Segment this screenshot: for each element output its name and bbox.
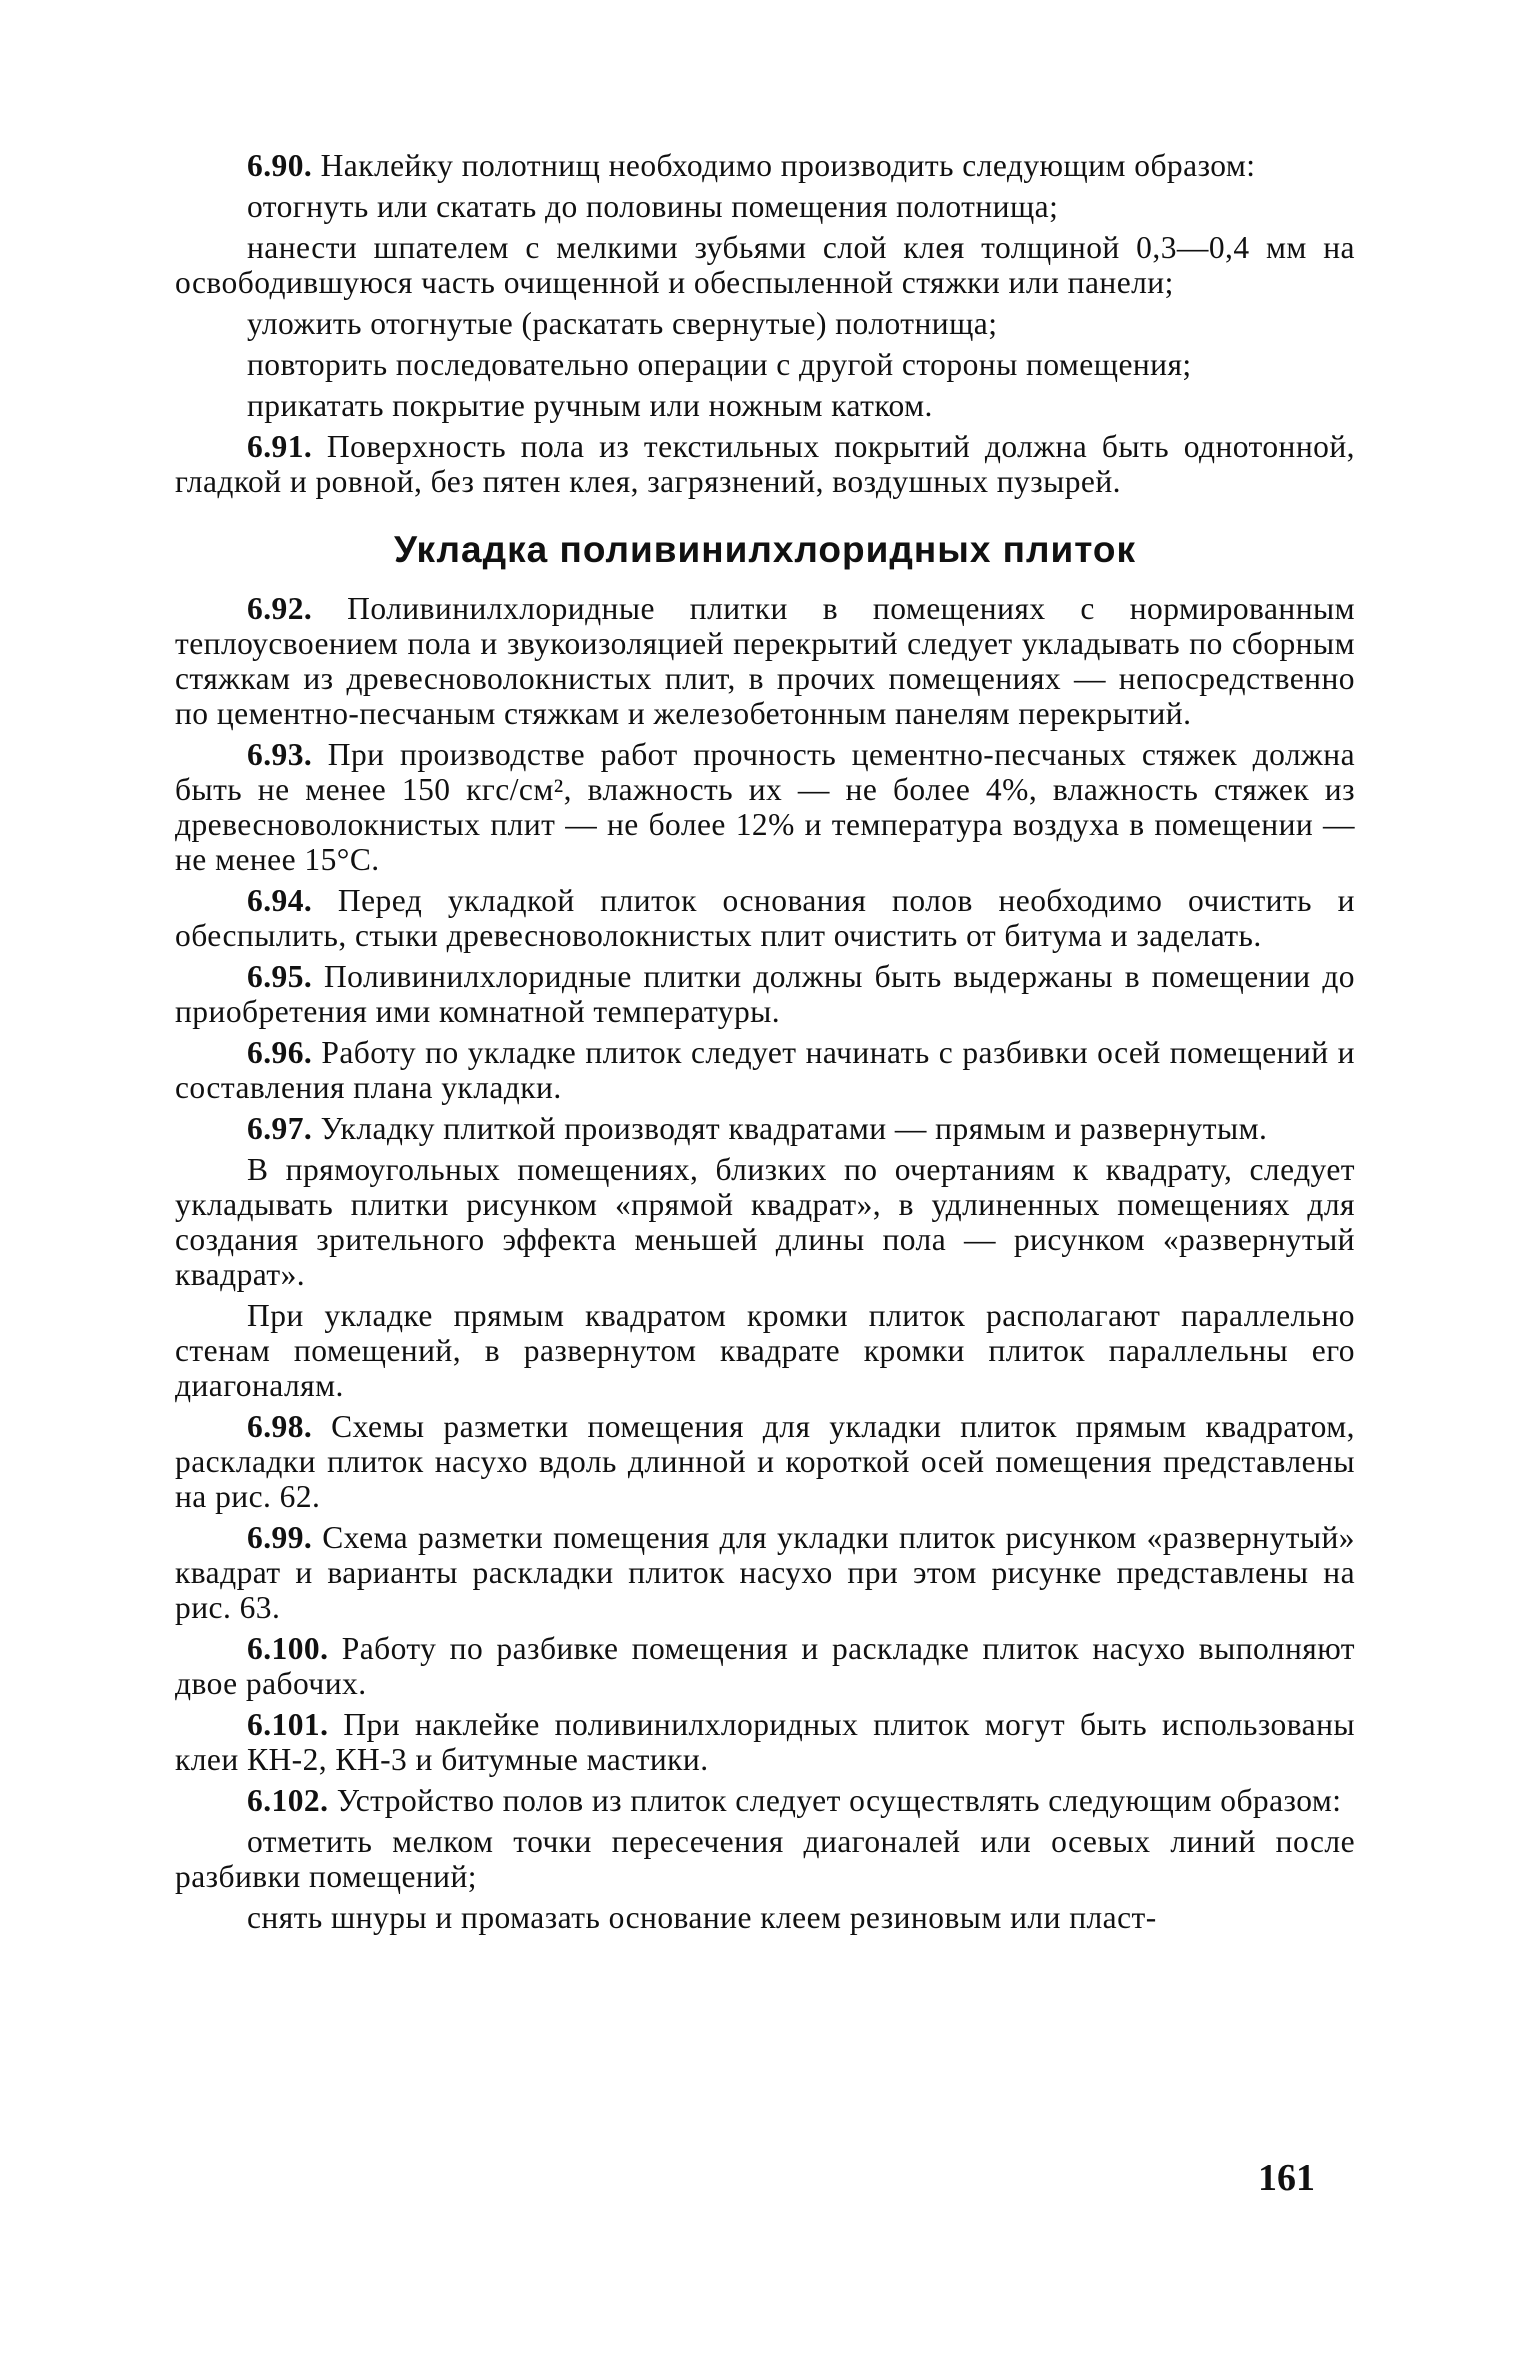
paragraph xyxy=(175,1409,1355,1514)
paragraph-text: При производстве работ прочность цементно-песчаных стяжек должна быть не менее 150 кгс/см², влажность их — не более 4%, влажность стяжек из древесноволокнистых плит — не более 12% и температура воздуха в помещении — не менее 15°С. xyxy=(175,737,1355,877)
paragraph-text: нанести шпателем с мелкими зубьями слой клея толщиной 0,3—0,4 мм на освободившуюся часть очищенной и обеспыленной стяжки или панели; xyxy=(175,230,1355,300)
paragraph xyxy=(175,1824,1355,1894)
paragraph xyxy=(175,1298,1355,1403)
paragraph xyxy=(175,1631,1355,1701)
text-block-top xyxy=(175,148,1355,499)
clause-number: 6.97. xyxy=(247,1111,313,1146)
paragraph xyxy=(175,347,1355,382)
paragraph xyxy=(175,883,1355,953)
paragraph xyxy=(175,959,1355,1029)
clause-number: 6.91. xyxy=(247,429,313,464)
paragraph xyxy=(175,306,1355,341)
clause-number: 6.100. xyxy=(247,1631,329,1666)
paragraph xyxy=(175,388,1355,423)
clause-number: 6.95. xyxy=(247,959,313,994)
paragraph-text: При укладке прямым квадратом кромки плиток располагают параллельно стенам помещений, в развернутом квадрате кромки плиток параллельны его диагоналям. xyxy=(175,1298,1355,1403)
paragraph-text: снять шнуры и промазать основание клеем резиновым или пласт- xyxy=(247,1900,1157,1935)
paragraph xyxy=(175,737,1355,877)
paragraph xyxy=(175,148,1355,183)
paragraph xyxy=(175,1783,1355,1818)
paragraph xyxy=(175,1152,1355,1292)
paragraph-text: Схемы разметки помещения для укладки плиток прямым квадратом, раскладки плиток насухо вдоль длинной и короткой осей помещения представлены на рис. 62. xyxy=(175,1409,1355,1514)
paragraph-text: В прямоугольных помещениях, близких по очертаниям к квадрату, следует укладывать плитки рисунком «прямой квадрат», в удлиненных помещениях для создания зрительного эффекта меньшей длины пола — рисунком «развернутый квадрат». xyxy=(175,1152,1355,1292)
paragraph-text: Устройство полов из плиток следует осуществлять следующим образом: xyxy=(328,1783,1342,1818)
paragraph xyxy=(175,189,1355,224)
clause-number: 6.93. xyxy=(247,737,313,772)
document-page xyxy=(175,148,1355,1941)
paragraph xyxy=(175,230,1355,300)
paragraph xyxy=(175,1520,1355,1625)
paragraph-text: Поверхность пола из текстильных покрытий должна быть однотонной, гладкой и ровной, без пятен клея, загрязнений, воздушных пузырей. xyxy=(175,429,1355,499)
paragraph xyxy=(175,591,1355,731)
paragraph-text: Перед укладкой плиток основания полов необходимо очистить и обеспылить, стыки древесноволокнистых плит очистить от битума и заделать. xyxy=(175,883,1355,953)
paragraph-text: Укладку плиткой производят квадратами — прямым и развернутым. xyxy=(312,1111,1268,1146)
paragraph-text: Поливинилхлоридные плитки должны быть выдержаны в помещении до приобретения ими комнатной температуры. xyxy=(175,959,1355,1029)
text-block-bottom xyxy=(175,591,1355,1935)
clause-number: 6.96. xyxy=(247,1035,313,1070)
paragraph xyxy=(175,1900,1355,1935)
paragraph-text: Схема разметки помещения для укладки плиток рисунком «развернутый» квадрат и варианты раскладки плиток насухо при этом рисунке представлены на рис. 63. xyxy=(175,1520,1355,1625)
paragraph-text: отметить мелком точки пересечения диагоналей или осевых линий после разбивки помещений; xyxy=(175,1824,1355,1894)
paragraph-text: Поливинилхлоридные плитки в помещениях с нормированным теплоусвоением пола и звукоизоляцией перекрытий следует укладывать по сборным стяжкам из древесноволокнистых плит, в прочих помещениях — непосредственно по цементно-песчаным стяжкам и железобетонным панелям перекрытий. xyxy=(175,591,1355,731)
paragraph-text: прикатать покрытие ручным или ножным катком. xyxy=(247,388,933,423)
paragraph-text: При наклейке поливинилхлоридных плиток могут быть использованы клеи КН-2, КН-3 и битумные мастики. xyxy=(175,1707,1355,1777)
clause-number: 6.101. xyxy=(247,1707,329,1742)
section-title: Укладка поливинилхлоридных плиток xyxy=(393,529,1137,570)
paragraph xyxy=(175,429,1355,499)
paragraph xyxy=(175,1111,1355,1146)
paragraph-text: Наклейку полотнищ необходимо производить следующим образом: xyxy=(312,148,1256,183)
clause-number: 6.98. xyxy=(247,1409,313,1444)
paragraph xyxy=(175,1035,1355,1105)
paragraph-text: Работу по разбивке помещения и раскладке плиток насухо выполняют двое рабочих. xyxy=(175,1631,1355,1701)
paragraph xyxy=(175,1707,1355,1777)
paragraph-text: отогнуть или скатать до половины помещения полотнища; xyxy=(247,189,1059,224)
clause-number: 6.92. xyxy=(247,591,313,626)
clause-number: 6.94. xyxy=(247,883,313,918)
paragraph-text: повторить последовательно операции с другой стороны помещения; xyxy=(247,347,1192,382)
clause-number: 6.90. xyxy=(247,148,313,183)
clause-number: 6.99. xyxy=(247,1520,313,1555)
page-number: 161 xyxy=(1258,2157,1315,2199)
clause-number: 6.102. xyxy=(247,1783,329,1818)
paragraph-text: Работу по укладке плиток следует начинать с разбивки осей помещений и составления плана укладки. xyxy=(175,1035,1355,1105)
paragraph-text: уложить отогнутые (раскатать свернутые) полотнища; xyxy=(247,306,998,341)
